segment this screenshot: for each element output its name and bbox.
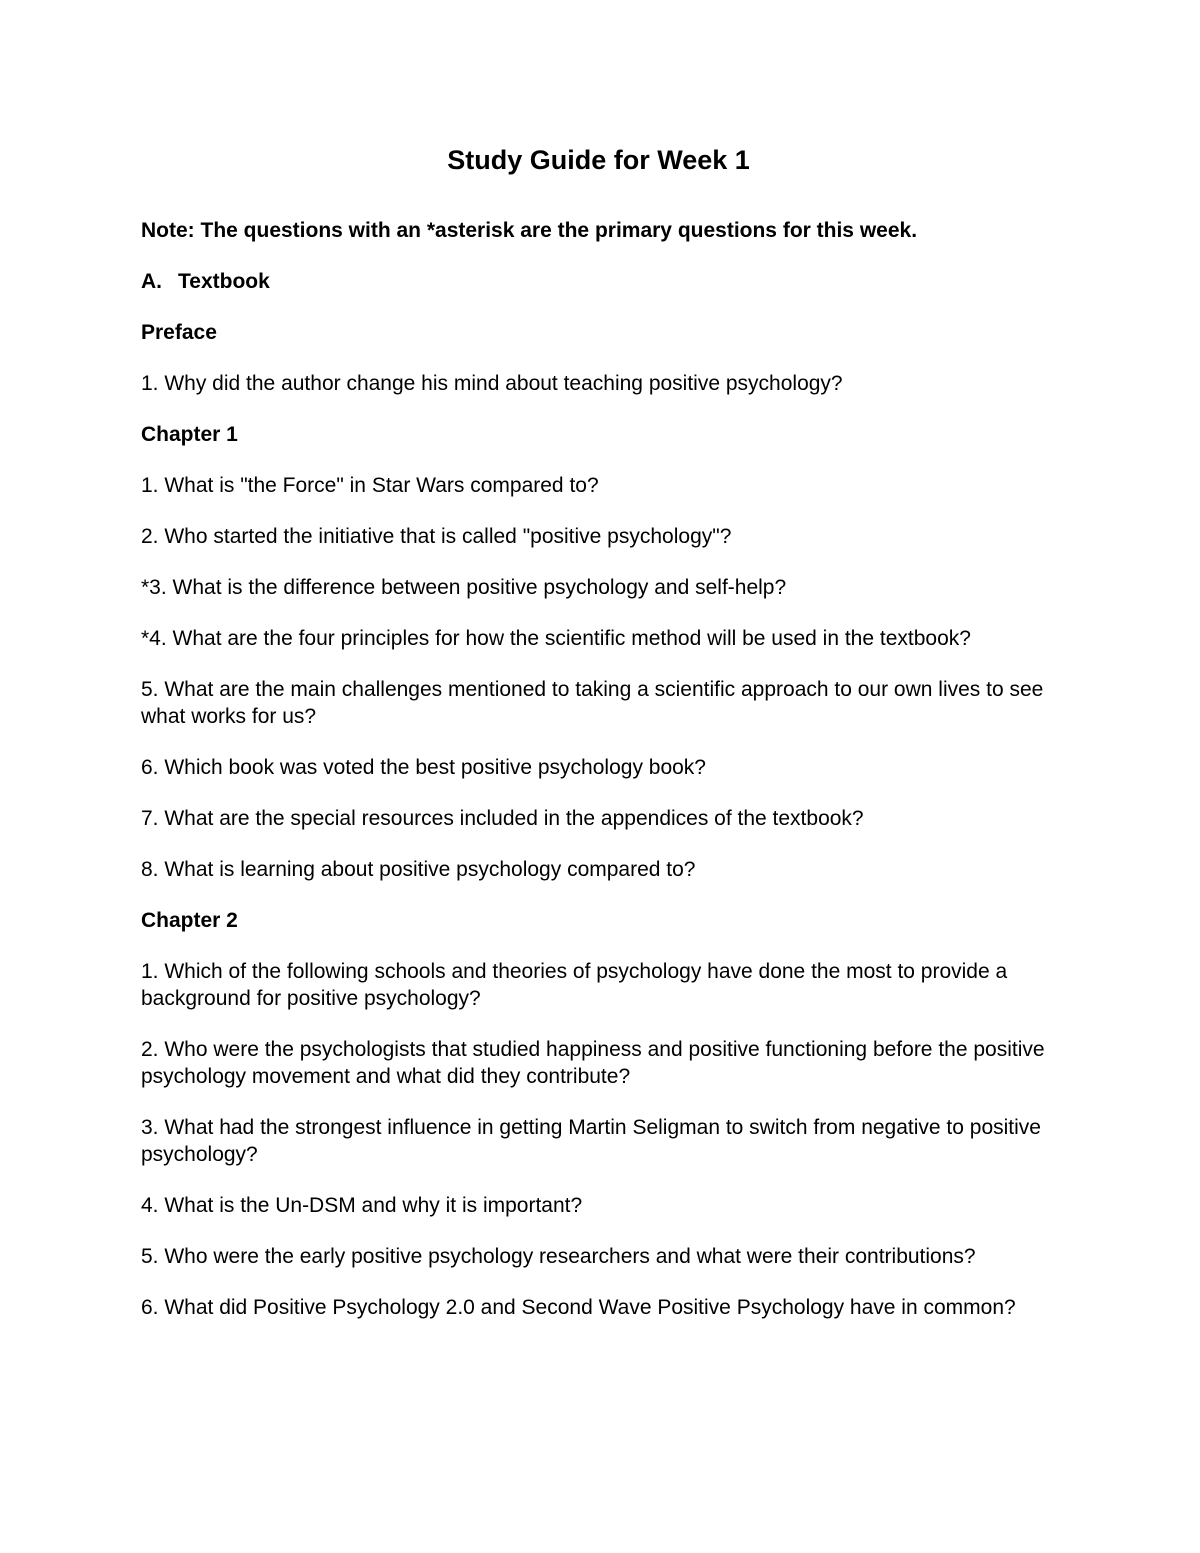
chapter-1-question-7: 7. What are the special resources included in the appendices of the textbook?: [141, 807, 864, 830]
chapter-1-question-4: *4. What are the four principles for how the scientific method will be used in the textbook?: [141, 627, 971, 650]
chapter-2-heading: Chapter 2: [141, 909, 238, 932]
chapter-1-question-2: 2. Who started the initiative that is called "positive psychology"?: [141, 525, 732, 548]
section-letter: A.: [141, 270, 162, 293]
chapter-1-question-6: 6. Which book was voted the best positive psychology book?: [141, 756, 706, 779]
chapter-2-question-4: 4. What is the Un-DSM and why it is important?: [141, 1194, 583, 1217]
chapter-1-heading: Chapter 1: [141, 423, 238, 446]
chapter-1-question-8: 8. What is learning about positive psychology compared to?: [141, 858, 696, 881]
document-page: [141, 140, 1046, 1321]
chapter-2-question-6: 6. What did Positive Psychology 2.0 and Second Wave Positive Psychology have in common?: [141, 1296, 1016, 1319]
chapter-2-question-1: 1. Which of the following schools and theories of psychology have done the most to provide a background for positive psychology?: [141, 960, 1008, 1010]
note-text: Note: The questions with an *asterisk are the primary questions for this week.: [141, 219, 918, 242]
document-title: Study Guide for Week 1: [447, 145, 750, 175]
chapter-2-question-2: 2. Who were the psychologists that studied happiness and positive functioning before the positive psychology movement and what did they contribute?: [141, 1038, 1045, 1088]
preface-heading: Preface: [141, 321, 217, 344]
preface-question-1: 1. Why did the author change his mind about teaching positive psychology?: [141, 372, 843, 395]
chapter-2-question-5: 5. Who were the early positive psychology researchers and what were their contributions?: [141, 1245, 976, 1268]
section-label: Textbook: [178, 270, 270, 293]
chapter-1-question-5: 5. What are the main challenges mentioned to taking a scientific approach to our own lives to see what works for us?: [141, 678, 1044, 728]
section-heading-textbook: [141, 268, 1046, 295]
chapter-1-question-3: *3. What is the difference between positive psychology and self-help?: [141, 576, 787, 599]
chapter-2-question-3: 3. What had the strongest influence in getting Martin Seligman to switch from negative to positive psychology?: [141, 1116, 1041, 1166]
chapter-1-question-1: 1. What is "the Force" in Star Wars compared to?: [141, 474, 599, 497]
